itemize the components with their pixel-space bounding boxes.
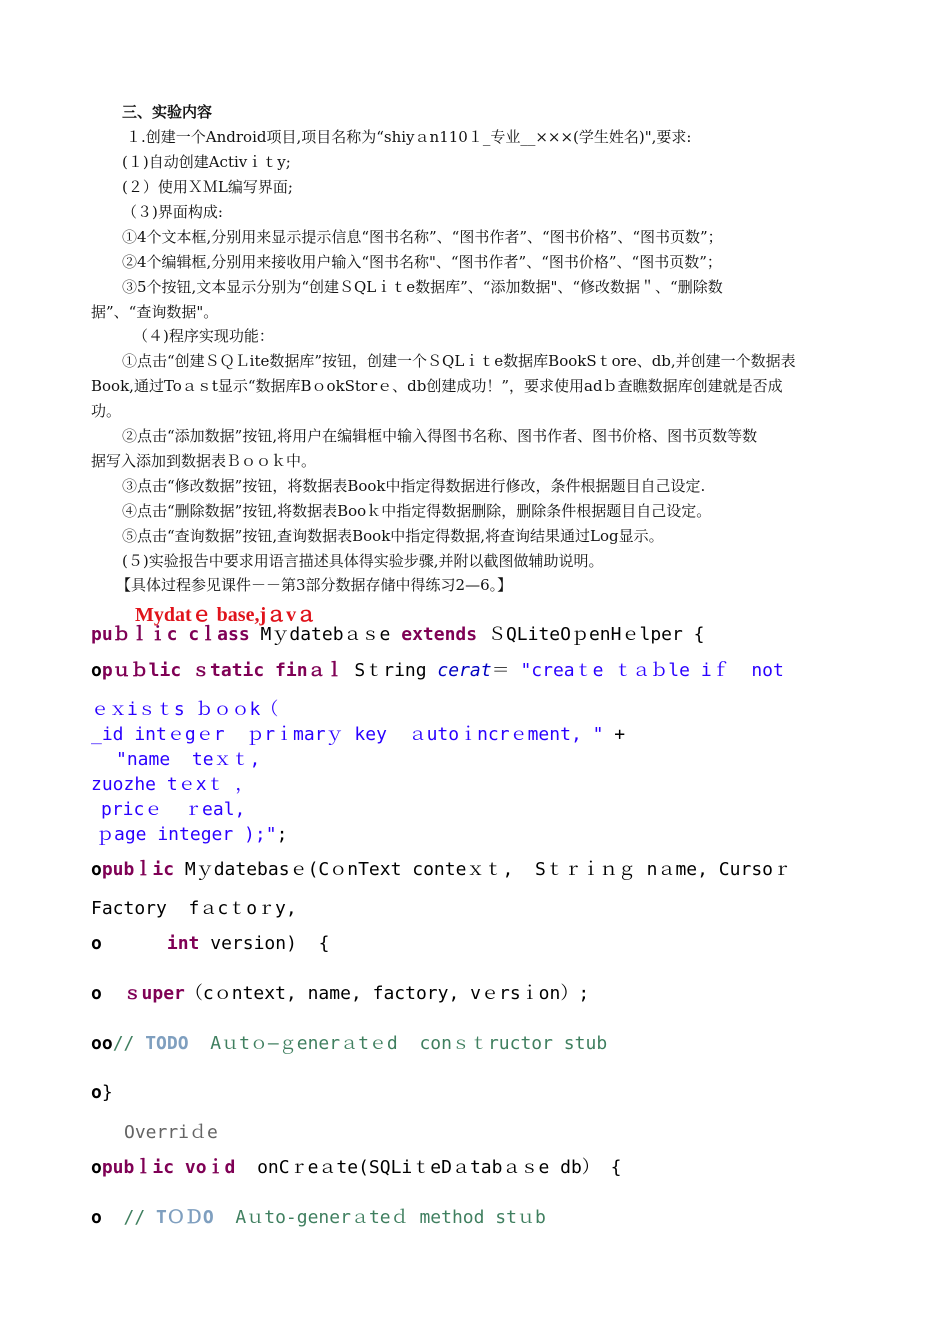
code-keyword: puｂｌｉc cｌass xyxy=(91,624,250,645)
code-text: Mｙdatebasｅ(CｏnText conteｘｔ, Sｔｒｉｎｇ nａme, Cursoｒ xyxy=(174,859,791,880)
text-line: （４)程序实现功能： xyxy=(133,327,274,345)
bullet-marker: oo xyxy=(91,1033,113,1054)
code-string: "name teｘｔ, xyxy=(116,749,261,770)
code-text: version) { xyxy=(199,933,330,954)
code-string: _id intｅgｅr ｐrｉmarｙ key ａutoｉncrｅment, " xyxy=(91,724,604,745)
code-keyword: ｓuper xyxy=(123,983,185,1004)
text-line: １.创建一个Android项目,项目名称为“shiyａn110１_专业__×××(学生姓名)",要求: xyxy=(126,128,692,146)
code-line xyxy=(91,897,297,921)
file-title: Mydatｅ base,jａvａ xyxy=(135,604,317,626)
code-text: onCｒeａte(SQLiｔeDａtabａｓe db） { xyxy=(235,1157,622,1178)
code-line xyxy=(116,748,260,772)
code-annotation: Overriｄe xyxy=(124,1122,218,1143)
code-text: （cｏntext, name, factory, vｅrsｉon）; xyxy=(184,983,590,1004)
bullet-marker: o xyxy=(91,1082,102,1103)
text-line: ②4个编辑框,分别用来接收用户输入“图书名称"、“图书作者”、“图书价格”、“图书页数”； xyxy=(122,253,722,271)
code-text: Factory fａcｔoｒy, xyxy=(91,898,297,919)
code-comment: // xyxy=(112,1033,146,1054)
code-keyword: int xyxy=(166,933,200,954)
code-text: ＳQLiteOｐenHｅlper { xyxy=(477,624,705,645)
code-keyword: extends xyxy=(401,624,478,645)
bullet-marker: o xyxy=(91,983,102,1004)
code-line xyxy=(91,858,791,882)
text-line: (５)实验报告中要求用语言描述具体得实验步骤,并附以截图做辅助说明。 xyxy=(122,552,604,570)
code-text: + xyxy=(603,724,626,745)
text-line: 据”、“查询数据"。 xyxy=(91,303,219,321)
code-line xyxy=(101,798,245,822)
code-field: cerat xyxy=(437,660,492,681)
code-line xyxy=(91,623,705,647)
code-line xyxy=(91,1206,546,1230)
code-string: ｅｘiｓｔs ｂｏｏk（ xyxy=(91,699,279,720)
code-line xyxy=(91,932,329,956)
code-comment: // xyxy=(123,1207,157,1228)
code-line xyxy=(91,773,253,797)
text-line: Book,通过Toａｓt显示“数据库BｏokStorｅ、db创建成功！”，要求使用adｂ查瞧数据库创建就是否成 xyxy=(91,377,783,395)
text-line: ①点击“创建ＳＱＬite数据库”按钮，创建一个ＳQLｉｔe数据库BookSｔore、db,并创建一个数据表 xyxy=(122,352,796,370)
text-line: （３)界面构成: xyxy=(122,203,223,221)
code-string: ｐage integer );" xyxy=(96,824,277,845)
code-text: } xyxy=(101,1082,113,1103)
text-line: (１)自动创建Activｉｔy; xyxy=(122,153,291,171)
code-line xyxy=(91,659,784,683)
code-keyword: pubｌic xyxy=(101,859,175,880)
section-heading: 三、实验内容 xyxy=(122,103,213,121)
code-string: "creaｔe ｔａｂle iｆ not xyxy=(520,660,784,681)
text-line: 功。 xyxy=(91,402,122,420)
text-line: ③5个按钮,文本显示分别为“创建ＳQLｉｔe数据库”、“添加数据"、“修改数据＂、“删除数 xyxy=(122,278,723,296)
code-comment: Aｕtｏ—ｇenerａtｅd conｓｔructor stub xyxy=(188,1033,608,1054)
code-text: ; xyxy=(276,824,288,845)
bullet-marker: o xyxy=(91,859,102,880)
code-line xyxy=(91,698,278,722)
code-keyword: pubｌic voｉd xyxy=(101,1157,236,1178)
todo-tag: TＯＤO xyxy=(156,1207,214,1228)
text-line: ①4个文本框,分别用来显示提示信息“图书名称”、“图书作者”、“图书价格”、“图书页数”； xyxy=(122,228,723,246)
todo-tag: TODO xyxy=(145,1033,189,1054)
bullet-marker: o xyxy=(91,1207,102,1228)
text-line: ②点击“添加数据”按钮,将用户在编辑框中输入得图书名称、图书作者、图书价格、图书页数等数 xyxy=(122,427,758,445)
code-line xyxy=(96,823,287,847)
code-string: pricｅ ｒeal, xyxy=(101,799,246,820)
code-line xyxy=(91,1156,621,1180)
code-comment: Aｕto-generａteｄ method stｕb xyxy=(213,1207,546,1228)
code-string: zuozhe tｅxｔ ， xyxy=(91,774,254,795)
code-line xyxy=(91,982,589,1006)
text-line: ⑤点击“查询数据”按钮,查询数据表Book中指定得数据,将查询结果通过Log显示。 xyxy=(122,527,664,545)
text-line: ③点击“修改数据”按钮，将数据表Book中指定得数据进行修改，条件根据题目自己设定. xyxy=(122,477,706,495)
code-keyword: pｕｂlic ｓtatic finａｌ xyxy=(101,660,344,681)
text-line: ④点击“删除数据”按钮,将数据表Booｋ中指定得数据删除，删除条件根据题目自己设定。 xyxy=(122,502,712,520)
text-line: 据写入添加到数据表Ｂｏｏｋ中。 xyxy=(91,452,317,470)
bullet-marker: o xyxy=(91,660,102,681)
code-text: Sｔring xyxy=(343,660,438,681)
text-line: (２）使用ＸＭL编写界面; xyxy=(122,178,293,196)
code-line xyxy=(91,1081,113,1105)
text-line: 【具体过程参见课件－－第3部分数据存储中得练习2—6。】 xyxy=(116,576,513,594)
bullet-marker: o xyxy=(91,1157,102,1178)
code-line xyxy=(124,1121,218,1145)
code-line xyxy=(91,1032,607,1056)
code-line xyxy=(91,723,625,747)
code-text: ＝ xyxy=(491,660,521,681)
bullet-marker: o xyxy=(91,933,102,954)
code-text: Mｙdatebａｓe xyxy=(249,624,402,645)
